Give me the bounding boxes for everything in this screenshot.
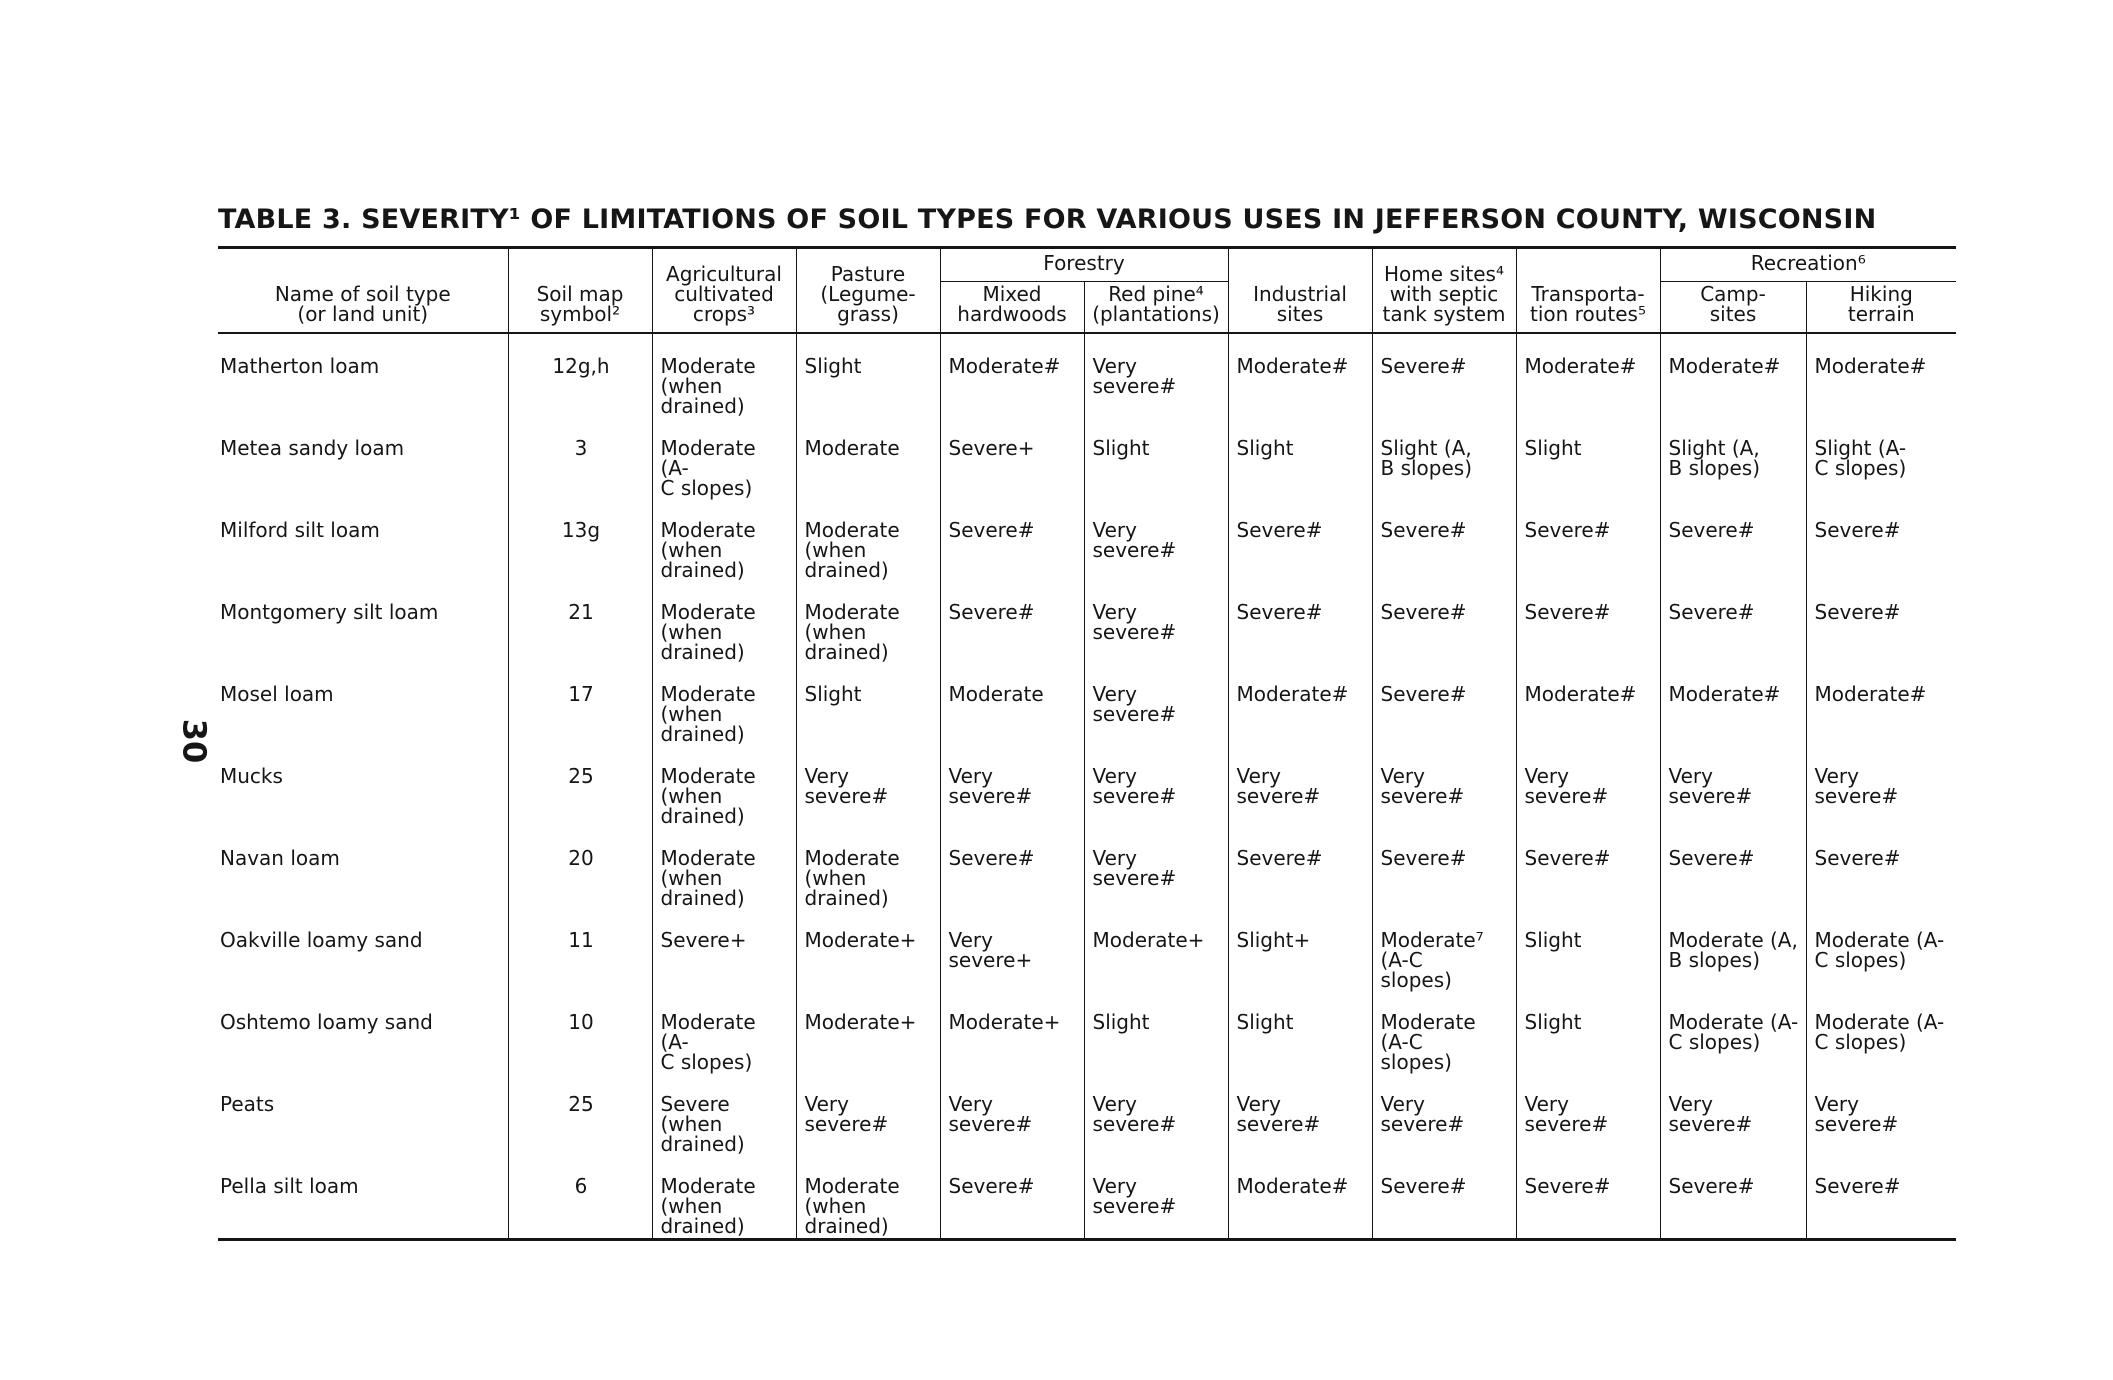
cell-industrial: Moderate# [1228, 333, 1372, 416]
cell-campsites: Moderate# [1660, 662, 1806, 744]
cell-transportation: Slight [1516, 908, 1660, 990]
cell-hiking-terrain: Moderate (A- C slopes) [1806, 990, 1956, 1072]
cell-hiking-terrain: Moderate# [1806, 662, 1956, 744]
header-soil-name: Name of soil type (or land unit) [218, 248, 508, 334]
table-row [218, 744, 1956, 826]
cell-industrial: Severe# [1228, 580, 1372, 662]
page-number: 30 [175, 718, 214, 764]
table-row [218, 333, 1956, 416]
cell-industrial: Slight [1228, 990, 1372, 1072]
cell-symbol: 3 [508, 416, 652, 498]
cell-campsites: Slight (A, B slopes) [1660, 416, 1806, 498]
cell-symbol: 20 [508, 826, 652, 908]
cell-symbol: 11 [508, 908, 652, 990]
cell-name: Montgomery silt loam [220, 600, 439, 624]
cell-name: Pella silt loam [220, 1174, 359, 1198]
header-industrial: Industrial sites [1228, 248, 1372, 334]
cell-pasture: Moderate (when drained) [796, 498, 940, 580]
cell-name: Navan loam [220, 846, 340, 870]
cell-name: Peats [220, 1092, 275, 1116]
cell-pasture: Moderate [796, 416, 940, 498]
cell-campsites: Severe# [1660, 498, 1806, 580]
cell-industrial: Severe# [1228, 498, 1372, 580]
cell-symbol: 6 [508, 1154, 652, 1240]
header-agricultural: Agricultural cultivated crops³ [652, 248, 796, 334]
cell-agricultural: Moderate (A- C slopes) [652, 990, 796, 1072]
cell-symbol: 25 [508, 744, 652, 826]
table-row [218, 908, 1956, 990]
table-title: TABLE 3. SEVERITY¹ OF LIMITATIONS OF SOIL TYPES FOR VARIOUS USES IN JEFFERSON COUNTY, WISCONSIN [218, 204, 1877, 235]
header-soil-symbol: Soil map symbol² [508, 248, 652, 334]
cell-name: Oakville loamy sand [220, 928, 423, 952]
cell-home-sites: Severe# [1372, 580, 1516, 662]
table-row [218, 1154, 1956, 1240]
header-recreation: Recreation⁶ [1660, 248, 1956, 282]
cell-transportation: Severe# [1516, 1154, 1660, 1240]
cell-name: Mosel loam [220, 682, 334, 706]
table-row [218, 416, 1956, 498]
cell-symbol: 12g,h [508, 333, 652, 416]
cell-agricultural: Moderate (when drained) [652, 1154, 796, 1240]
cell-symbol: 21 [508, 580, 652, 662]
cell-red-pine: Very severe# [1084, 333, 1228, 416]
header-hiking-terrain: Hiking terrain [1806, 282, 1956, 334]
cell-transportation: Moderate# [1516, 333, 1660, 416]
soil-limitations-table [218, 246, 1956, 1241]
cell-home-sites: Very severe# [1372, 744, 1516, 826]
cell-agricultural: Moderate (A- C slopes) [652, 416, 796, 498]
cell-mixed-hardwoods: Severe# [940, 826, 1084, 908]
cell-mixed-hardwoods: Very severe# [940, 1072, 1084, 1154]
cell-transportation: Severe# [1516, 826, 1660, 908]
cell-campsites: Very severe# [1660, 1072, 1806, 1154]
cell-mixed-hardwoods: Severe+ [940, 416, 1084, 498]
cell-pasture: Moderate+ [796, 990, 940, 1072]
cell-industrial: Very severe# [1228, 744, 1372, 826]
cell-red-pine: Very severe# [1084, 1154, 1228, 1240]
cell-industrial: Slight+ [1228, 908, 1372, 990]
cell-home-sites: Moderate⁷ (A-C slopes) [1372, 908, 1516, 990]
cell-hiking-terrain: Very severe# [1806, 744, 1956, 826]
cell-agricultural: Moderate (when drained) [652, 498, 796, 580]
cell-hiking-terrain: Slight (A- C slopes) [1806, 416, 1956, 498]
cell-mixed-hardwoods: Moderate+ [940, 990, 1084, 1072]
cell-red-pine: Slight [1084, 416, 1228, 498]
cell-red-pine: Moderate+ [1084, 908, 1228, 990]
cell-campsites: Severe# [1660, 580, 1806, 662]
cell-red-pine: Very severe# [1084, 662, 1228, 744]
cell-transportation: Severe# [1516, 580, 1660, 662]
cell-industrial: Severe# [1228, 826, 1372, 908]
cell-transportation: Very severe# [1516, 1072, 1660, 1154]
cell-industrial: Moderate# [1228, 662, 1372, 744]
table-row [218, 826, 1956, 908]
cell-red-pine: Very severe# [1084, 580, 1228, 662]
cell-red-pine: Very severe# [1084, 744, 1228, 826]
cell-campsites: Very severe# [1660, 744, 1806, 826]
header-forestry: Forestry [940, 248, 1228, 282]
cell-red-pine: Very severe# [1084, 498, 1228, 580]
cell-industrial: Slight [1228, 416, 1372, 498]
cell-mixed-hardwoods: Moderate [940, 662, 1084, 744]
cell-red-pine: Slight [1084, 990, 1228, 1072]
cell-campsites: Moderate (A, B slopes) [1660, 908, 1806, 990]
cell-agricultural: Moderate (when drained) [652, 662, 796, 744]
cell-symbol: 10 [508, 990, 652, 1072]
table-row [218, 498, 1956, 580]
cell-pasture: Slight [796, 333, 940, 416]
cell-mixed-hardwoods: Severe# [940, 580, 1084, 662]
cell-hiking-terrain: Moderate (A- C slopes) [1806, 908, 1956, 990]
cell-campsites: Severe# [1660, 826, 1806, 908]
cell-hiking-terrain: Very severe# [1806, 1072, 1956, 1154]
cell-home-sites: Severe# [1372, 1154, 1516, 1240]
cell-transportation: Severe# [1516, 498, 1660, 580]
cell-pasture: Very severe# [796, 1072, 940, 1154]
cell-transportation: Slight [1516, 990, 1660, 1072]
cell-home-sites: Slight (A, B slopes) [1372, 416, 1516, 498]
cell-campsites: Severe# [1660, 1154, 1806, 1240]
cell-red-pine: Very severe# [1084, 826, 1228, 908]
cell-symbol: 13g [508, 498, 652, 580]
cell-home-sites: Severe# [1372, 826, 1516, 908]
cell-hiking-terrain: Severe# [1806, 498, 1956, 580]
cell-home-sites: Severe# [1372, 333, 1516, 416]
cell-symbol: 25 [508, 1072, 652, 1154]
cell-name: Matherton loam [220, 354, 380, 378]
cell-transportation: Very severe# [1516, 744, 1660, 826]
header-campsites: Camp- sites [1660, 282, 1806, 334]
table-row [218, 662, 1956, 744]
cell-agricultural: Moderate (when drained) [652, 744, 796, 826]
cell-agricultural: Moderate (when drained) [652, 580, 796, 662]
cell-agricultural: Severe (when drained) [652, 1072, 796, 1154]
table-row [218, 580, 1956, 662]
cell-name: Metea sandy loam [220, 436, 405, 460]
header-mixed-hardwoods: Mixed hardwoods [940, 282, 1084, 334]
cell-hiking-terrain: Severe# [1806, 826, 1956, 908]
cell-home-sites: Severe# [1372, 498, 1516, 580]
header-red-pine: Red pine⁴ (plantations) [1084, 282, 1228, 334]
cell-home-sites: Very severe# [1372, 1072, 1516, 1154]
cell-hiking-terrain: Severe# [1806, 1154, 1956, 1240]
cell-pasture: Moderate+ [796, 908, 940, 990]
cell-symbol: 17 [508, 662, 652, 744]
cell-pasture: Moderate (when drained) [796, 580, 940, 662]
cell-name: Oshtemo loamy sand [220, 1010, 433, 1034]
header-transportation: Transporta- tion routes⁵ [1516, 248, 1660, 334]
cell-mixed-hardwoods: Severe# [940, 1154, 1084, 1240]
cell-hiking-terrain: Moderate# [1806, 333, 1956, 416]
table-row [218, 1072, 1956, 1154]
cell-name: Milford silt loam [220, 518, 380, 542]
cell-name: Mucks [220, 764, 283, 788]
cell-transportation: Slight [1516, 416, 1660, 498]
header-pasture: Pasture (Legume- grass) [796, 248, 940, 334]
cell-industrial: Very severe# [1228, 1072, 1372, 1154]
cell-mixed-hardwoods: Very severe+ [940, 908, 1084, 990]
cell-home-sites: Severe# [1372, 662, 1516, 744]
cell-mixed-hardwoods: Moderate# [940, 333, 1084, 416]
cell-agricultural: Moderate (when drained) [652, 826, 796, 908]
cell-mixed-hardwoods: Severe# [940, 498, 1084, 580]
cell-campsites: Moderate# [1660, 333, 1806, 416]
table-row [218, 990, 1956, 1072]
cell-transportation: Moderate# [1516, 662, 1660, 744]
cell-pasture: Moderate (when drained) [796, 826, 940, 908]
cell-red-pine: Very severe# [1084, 1072, 1228, 1154]
cell-pasture: Moderate (when drained) [796, 1154, 940, 1240]
cell-pasture: Slight [796, 662, 940, 744]
cell-pasture: Very severe# [796, 744, 940, 826]
cell-agricultural: Severe+ [652, 908, 796, 990]
cell-hiking-terrain: Severe# [1806, 580, 1956, 662]
cell-campsites: Moderate (A- C slopes) [1660, 990, 1806, 1072]
header-home-sites: Home sites⁴ with septic tank system [1372, 248, 1516, 334]
cell-home-sites: Moderate (A-C slopes) [1372, 990, 1516, 1072]
cell-mixed-hardwoods: Very severe# [940, 744, 1084, 826]
cell-agricultural: Moderate (when drained) [652, 333, 796, 416]
cell-industrial: Moderate# [1228, 1154, 1372, 1240]
